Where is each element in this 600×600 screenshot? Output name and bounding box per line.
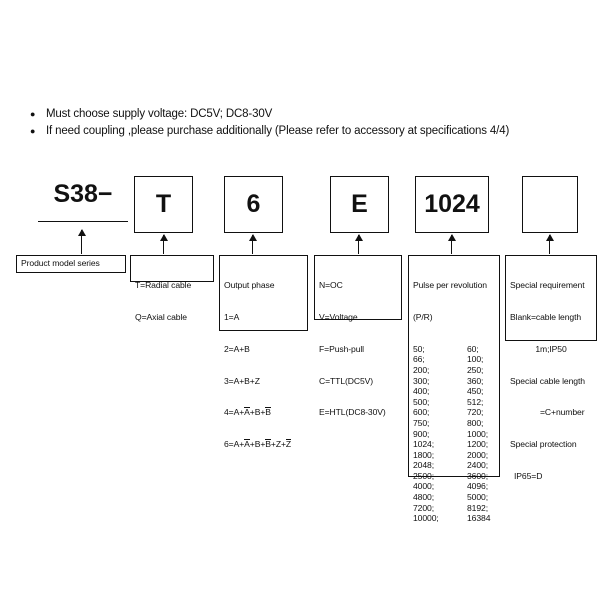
pulse-value: 2000; bbox=[467, 449, 489, 460]
desc-line: 1m;IP50 bbox=[535, 343, 567, 354]
connector-arrow-series bbox=[81, 230, 82, 254]
desc-line: 3=A+B+Z bbox=[224, 375, 260, 386]
pulse-value: 16384 bbox=[467, 513, 491, 524]
desc-line-phase4 bbox=[224, 407, 303, 418]
phase4-overline-b: B bbox=[265, 407, 271, 418]
bullet-icon: ● bbox=[30, 126, 36, 136]
desc-title-special: Special requirement bbox=[510, 280, 585, 291]
pulse-value: 300; bbox=[413, 375, 430, 386]
code-cell-pulse: 1024 bbox=[415, 176, 489, 233]
pulse-value-grid bbox=[413, 344, 495, 524]
desc-line: T=Radial cable bbox=[135, 280, 192, 291]
phase6-pre: 6=A+ bbox=[224, 439, 245, 450]
desc-title-pulse: Pulse per revolution bbox=[413, 280, 487, 291]
pulse-value: 800; bbox=[467, 417, 484, 428]
pulse-value: 2400; bbox=[467, 460, 489, 471]
pulse-value: 900; bbox=[413, 428, 430, 439]
pulse-value: 5000; bbox=[467, 492, 489, 503]
pulse-value: 250; bbox=[467, 364, 484, 375]
pulse-value: 8192; bbox=[467, 502, 489, 513]
desc-title-product-model-series: Product model series bbox=[21, 258, 100, 269]
pulse-value: 450; bbox=[467, 386, 484, 397]
desc-box-product-model-series bbox=[16, 255, 126, 273]
pulse-value: 200; bbox=[413, 364, 430, 375]
pulse-value: 512; bbox=[467, 396, 484, 407]
connector-arrow-cable bbox=[163, 235, 164, 254]
desc-line: =C+number bbox=[540, 407, 585, 418]
desc-line: IP65=D bbox=[514, 470, 543, 481]
phase6-overline-a: A bbox=[244, 439, 250, 450]
pulse-value: 1024; bbox=[413, 439, 435, 450]
pulse-value: 50; bbox=[413, 343, 425, 354]
desc-box-cable-exit bbox=[130, 255, 214, 322]
phase4-pre: 4=A+ bbox=[224, 407, 245, 418]
pulse-value: 500; bbox=[413, 396, 430, 407]
desc-line: Special cable length bbox=[510, 375, 585, 386]
pulse-value: 2048; bbox=[413, 460, 435, 471]
pulse-value: 2500; bbox=[413, 470, 435, 481]
code-cell-phase: 6 bbox=[224, 176, 283, 233]
desc-line: E=HTL(DC8-30V) bbox=[319, 407, 386, 418]
phase6-overline-z: Z bbox=[285, 439, 292, 450]
desc-title-output-phase: Output phase bbox=[224, 280, 275, 291]
connector-arrow-special bbox=[549, 235, 550, 254]
code-cell-series: S38− bbox=[38, 176, 128, 222]
pulse-value: 60; bbox=[467, 343, 479, 354]
phase6-mid2: +Z+ bbox=[270, 439, 286, 450]
code-cell-special bbox=[522, 176, 578, 233]
pulse-value: 720; bbox=[467, 407, 484, 418]
connector-arrow-phase bbox=[252, 235, 253, 254]
desc-line: 1=A bbox=[224, 311, 240, 322]
code-cell-signal: E bbox=[330, 176, 389, 233]
phase4-overline-a: A bbox=[244, 407, 250, 418]
phase6-overline-b: B bbox=[265, 439, 271, 450]
desc-line: Special protection bbox=[510, 439, 577, 450]
note-item bbox=[30, 123, 575, 140]
pulse-value: 750; bbox=[413, 417, 430, 428]
phase4-mid: +B+ bbox=[249, 407, 266, 418]
desc-line: Q=Axial cable bbox=[135, 311, 187, 322]
pulse-value: 100; bbox=[467, 354, 484, 365]
pulse-value: 1200; bbox=[467, 439, 489, 450]
phase6-mid1: +B+ bbox=[249, 439, 266, 450]
pulse-value: 400; bbox=[413, 386, 430, 397]
bullet-icon: ● bbox=[30, 109, 36, 119]
desc-line: C=TTL(DC5V) bbox=[319, 375, 374, 386]
note-item bbox=[30, 106, 575, 123]
code-cell-cable: T bbox=[134, 176, 193, 233]
pulse-value: 3600; bbox=[467, 470, 489, 481]
note-text: If need coupling ,please purchase additionally (Please refer to accessory at specifications 4/4) bbox=[46, 125, 510, 137]
desc-box-pulse-per-revolution bbox=[408, 255, 500, 524]
desc-line: N=OC bbox=[319, 280, 343, 291]
pulse-value: 4000; bbox=[413, 481, 435, 492]
pulse-value: 1800; bbox=[413, 449, 435, 460]
desc-box-signal-output bbox=[314, 255, 402, 418]
connector-arrow-signal bbox=[358, 235, 359, 254]
desc-line: V=Voltage bbox=[319, 311, 358, 322]
pulse-value: 360; bbox=[467, 375, 484, 386]
connector-arrow-pulse bbox=[451, 235, 452, 254]
desc-line: Blank=cable length bbox=[510, 311, 582, 322]
pulse-value: 4096; bbox=[467, 481, 489, 492]
desc-line: 2=A+B bbox=[224, 343, 250, 354]
pulse-value: 4800; bbox=[413, 492, 435, 503]
pulse-value: 1000; bbox=[467, 428, 489, 439]
desc-line-phase6 bbox=[224, 439, 303, 450]
notes-list bbox=[30, 106, 575, 140]
desc-line: F=Push-pull bbox=[319, 343, 364, 354]
pulse-value: 10000; bbox=[413, 513, 439, 524]
desc-box-output-phase bbox=[219, 255, 308, 450]
pulse-value: 66; bbox=[413, 354, 425, 365]
pulse-value: 7200; bbox=[413, 502, 435, 513]
model-code-row bbox=[0, 176, 600, 236]
pulse-value: 600; bbox=[413, 407, 430, 418]
desc-box-special-requirement bbox=[505, 255, 597, 481]
desc-subtitle-pulse: (P/R) bbox=[413, 311, 433, 322]
note-text: Must choose supply voltage: DC5V; DC8-30V bbox=[46, 108, 273, 120]
